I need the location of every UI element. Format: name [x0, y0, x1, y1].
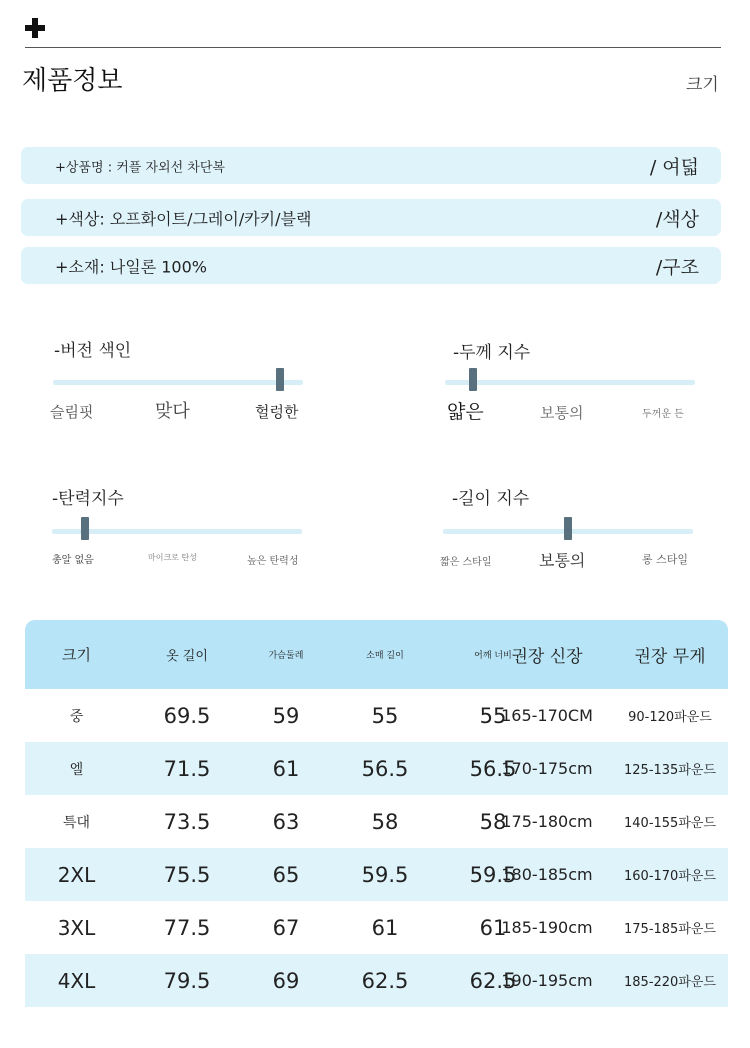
cell-chest: 65 — [272, 862, 300, 887]
cell-length: 71.5 — [163, 756, 211, 781]
cell-shoulder: 55 — [479, 703, 507, 728]
thickness-index-track — [445, 380, 695, 385]
color-bar — [21, 199, 721, 236]
color-tag: /색상 — [655, 208, 699, 230]
header-weight: 권장 무게 — [634, 647, 706, 667]
thickness-label-thin: 얇은 — [447, 401, 484, 423]
cell-size: 3XL — [57, 915, 96, 940]
cell-height: 190-195cm — [501, 971, 593, 990]
cell-shoulder: 62.5 — [469, 968, 517, 993]
cell-weight: 140-155파운드 — [624, 816, 716, 831]
cell-chest: 61 — [272, 756, 300, 781]
header-sleeve: 소매 길이 — [366, 651, 404, 661]
cell-chest: 67 — [272, 915, 300, 940]
cell-length: 75.5 — [163, 862, 211, 887]
length-label-short: 짧은 스타일 — [440, 557, 492, 568]
fit-label-loose: 헐렁한 — [255, 403, 299, 421]
product-name-tag: / 여덟 — [649, 156, 699, 178]
length-label-long: 롱 스타일 — [642, 553, 689, 566]
cell-length: 77.5 — [163, 915, 211, 940]
cell-chest: 69 — [272, 968, 300, 993]
header-shoulder: 어깨 너비 — [474, 651, 512, 661]
table-row — [25, 954, 728, 1007]
elasticity-index-thumb — [81, 517, 89, 540]
table-row — [25, 742, 728, 795]
color-text: +색상: 오프화이트/그레이/카키/블랙 — [55, 209, 312, 228]
cell-height: 175-180cm — [501, 812, 593, 831]
thickness-index-thumb — [469, 368, 477, 391]
thickness-label-normal: 보통의 — [540, 404, 584, 422]
size-table — [25, 620, 728, 1015]
length-index-title: -길이 지수 — [452, 489, 530, 509]
cell-size: 특대 — [62, 814, 91, 831]
elasticity-index-track — [52, 529, 302, 534]
length-index-thumb — [564, 517, 572, 540]
cell-shoulder: 61 — [479, 915, 507, 940]
page-title: 제품정보 — [22, 66, 123, 96]
cell-weight: 160-170파운드 — [624, 869, 716, 884]
table-row — [25, 848, 728, 901]
product-name-bar — [21, 147, 721, 184]
cell-shoulder: 56.5 — [469, 756, 517, 781]
fit-index-title: -버전 색인 — [54, 341, 132, 361]
table-row — [25, 901, 728, 954]
header-height: 권장 신장 — [511, 647, 583, 667]
length-label-regular: 보통의 — [539, 551, 586, 570]
cell-shoulder: 58 — [479, 809, 507, 834]
product-name-text: +상품명 : 커플 자외선 차단복 — [55, 160, 225, 175]
cell-length: 69.5 — [163, 703, 211, 728]
cell-sleeve: 61 — [371, 915, 399, 940]
elasticity-index-title: -탄력지수 — [52, 489, 124, 509]
cell-size: 엘 — [69, 761, 84, 778]
header-chest: 가슴둘레 — [268, 651, 304, 661]
cell-sleeve: 59.5 — [361, 862, 409, 887]
size-label: 크기 — [686, 75, 719, 95]
cell-weight: 175-185파운드 — [624, 922, 716, 937]
cell-length: 79.5 — [163, 968, 211, 993]
cell-chest: 63 — [272, 809, 300, 834]
elasticity-label-high: 높은 탄력성 — [247, 556, 299, 567]
thickness-index-title: -두께 지수 — [453, 343, 531, 363]
cell-weight: 185-220파운드 — [624, 975, 716, 990]
cell-height: 165-170CM — [501, 706, 593, 725]
plus-icon — [25, 18, 45, 38]
fit-label-regular: 맞다 — [155, 401, 190, 422]
fit-index-thumb — [276, 368, 284, 391]
cell-length: 73.5 — [163, 809, 211, 834]
cell-sleeve: 56.5 — [361, 756, 409, 781]
cell-chest: 59 — [272, 703, 300, 728]
elasticity-label-none: 총알 없음 — [52, 555, 94, 566]
material-bar — [21, 247, 721, 284]
fit-label-slim: 슬림핏 — [50, 403, 94, 421]
material-tag: /구조 — [655, 256, 699, 278]
material-text: +소재: 나일론 100% — [55, 257, 207, 276]
cell-sleeve: 55 — [371, 703, 399, 728]
table-header-row — [25, 620, 728, 689]
header-size: 크기 — [62, 646, 91, 664]
thickness-label-thick: 두꺼운 든 — [642, 409, 684, 420]
elasticity-label-micro: 마이크로 탄성 — [148, 553, 197, 562]
table-row — [25, 689, 728, 742]
cell-size: 4XL — [57, 968, 96, 993]
cell-size: 중 — [69, 708, 84, 725]
table-row — [25, 795, 728, 848]
cell-sleeve: 58 — [371, 809, 399, 834]
fit-index-track — [53, 380, 303, 385]
cell-height: 170-175cm — [501, 759, 593, 778]
cell-weight: 125-135파운드 — [624, 763, 716, 778]
cell-sleeve: 62.5 — [361, 968, 409, 993]
cell-height: 185-190cm — [501, 918, 593, 937]
cell-height: 180-185cm — [501, 865, 593, 884]
cell-shoulder: 59.5 — [469, 862, 517, 887]
cell-size: 2XL — [57, 862, 96, 887]
cell-weight: 90-120파운드 — [628, 710, 712, 725]
header-divider — [25, 47, 721, 48]
header-length: 옷 길이 — [166, 649, 208, 664]
